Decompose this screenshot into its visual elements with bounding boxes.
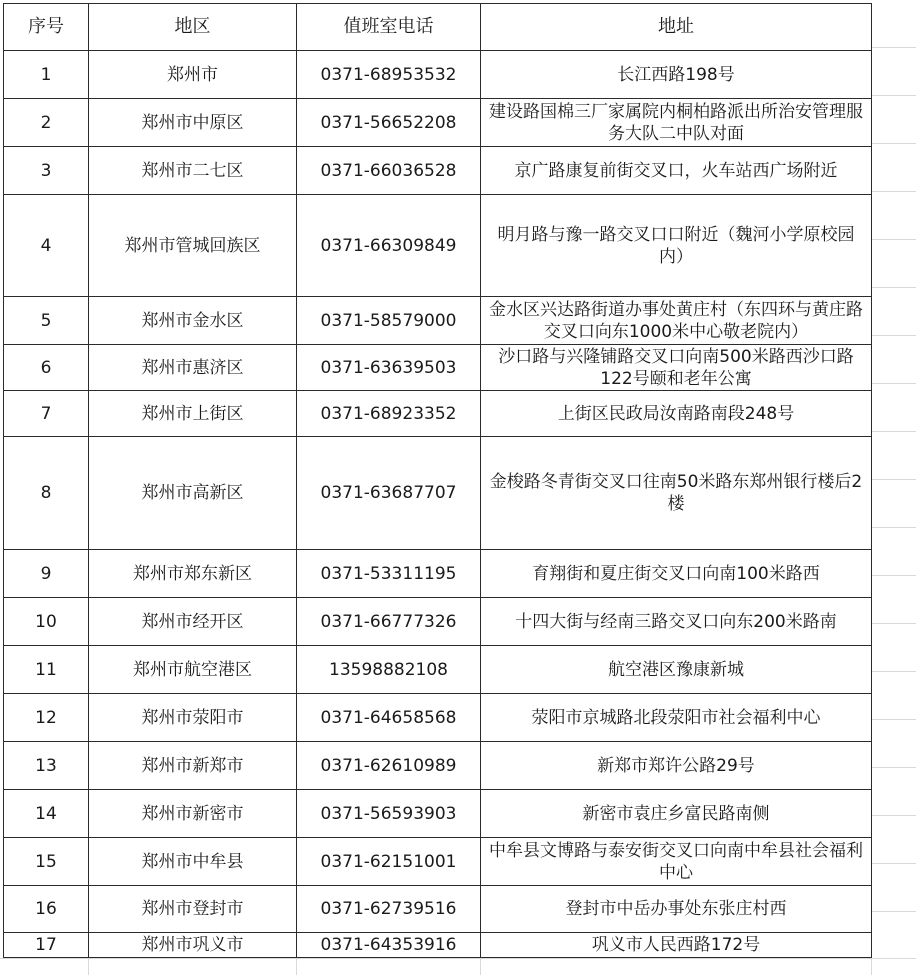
cell-phone[interactable]: 0371-66309849 <box>297 195 481 297</box>
table-row <box>4 933 872 958</box>
empty-grid-row-bottom <box>0 958 916 975</box>
header-address[interactable]: 地址 <box>481 4 872 51</box>
table-row <box>4 790 872 838</box>
cell-no[interactable]: 10 <box>4 598 89 646</box>
cell-address[interactable]: 登封市中岳办事处东张庄村西 <box>481 886 872 933</box>
cell-phone[interactable]: 0371-64353916 <box>297 933 481 958</box>
table-row <box>4 550 872 598</box>
cell-area[interactable]: 郑州市经开区 <box>89 598 297 646</box>
cell-no[interactable]: 16 <box>4 886 89 933</box>
cell-phone[interactable]: 0371-62739516 <box>297 886 481 933</box>
cell-no[interactable]: 12 <box>4 694 89 742</box>
table-row <box>4 51 872 99</box>
cell-address[interactable]: 长江西路198号 <box>481 51 872 99</box>
cell-address[interactable]: 新密市袁庄乡富民路南侧 <box>481 790 872 838</box>
table-row <box>4 437 872 550</box>
cell-address[interactable]: 航空港区豫康新城 <box>481 646 872 694</box>
cell-no[interactable]: 8 <box>4 437 89 550</box>
cell-no[interactable]: 6 <box>4 345 89 391</box>
cell-area[interactable]: 郑州市航空港区 <box>89 646 297 694</box>
cell-area[interactable]: 郑州市新郑市 <box>89 742 297 790</box>
cell-phone[interactable]: 0371-66036528 <box>297 147 481 195</box>
cell-phone[interactable]: 0371-62610989 <box>297 742 481 790</box>
table-row <box>4 147 872 195</box>
cell-address[interactable]: 育翔街和夏庄街交叉口向南100米路西 <box>481 550 872 598</box>
table-row <box>4 646 872 694</box>
table-row <box>4 345 872 391</box>
table-row <box>4 598 872 646</box>
table-row <box>4 886 872 933</box>
cell-address[interactable]: 京广路康复前街交叉口，火车站西广场附近 <box>481 147 872 195</box>
cell-area[interactable]: 郑州市惠济区 <box>89 345 297 391</box>
grid-divider <box>296 959 297 975</box>
cell-no[interactable]: 7 <box>4 391 89 437</box>
cell-area[interactable]: 郑州市中原区 <box>89 99 297 147</box>
cell-no[interactable]: 9 <box>4 550 89 598</box>
cell-no[interactable]: 5 <box>4 297 89 345</box>
cell-address[interactable]: 荥阳市京城路北段荥阳市社会福利中心 <box>481 694 872 742</box>
cell-area[interactable]: 郑州市 <box>89 51 297 99</box>
cell-address[interactable]: 十四大街与经南三路交叉口向东200米路南 <box>481 598 872 646</box>
grid-divider <box>88 959 89 975</box>
cell-area[interactable]: 郑州市上街区 <box>89 391 297 437</box>
cell-no[interactable]: 4 <box>4 195 89 297</box>
cell-address[interactable]: 金梭路冬青街交叉口往南50米路东郑州银行楼后2楼 <box>481 437 872 550</box>
table-row <box>4 99 872 147</box>
cell-phone[interactable]: 0371-56652208 <box>297 99 481 147</box>
cell-area[interactable]: 郑州市中牟县 <box>89 838 297 886</box>
cell-no[interactable]: 15 <box>4 838 89 886</box>
cell-phone[interactable]: 0371-68953532 <box>297 51 481 99</box>
table-row <box>4 195 872 297</box>
cell-phone[interactable]: 0371-62151001 <box>297 838 481 886</box>
header-phone[interactable]: 值班室电话 <box>297 4 481 51</box>
cell-address[interactable]: 明月路与豫一路交叉口口附近（魏河小学原校园内） <box>481 195 872 297</box>
cell-address[interactable]: 沙口路与兴隆铺路交叉口向南500米路西沙口路122号颐和老年公寓 <box>481 345 872 391</box>
cell-phone[interactable]: 0371-56593903 <box>297 790 481 838</box>
table-row <box>4 391 872 437</box>
cell-area[interactable]: 郑州市郑东新区 <box>89 550 297 598</box>
cell-no[interactable]: 14 <box>4 790 89 838</box>
cell-address[interactable]: 中牟县文博路与泰安街交叉口向南中牟县社会福利中心 <box>481 838 872 886</box>
header-no[interactable]: 序号 <box>4 4 89 51</box>
cell-phone[interactable]: 0371-64658568 <box>297 694 481 742</box>
cell-address[interactable]: 新郑市郑许公路29号 <box>481 742 872 790</box>
cell-address[interactable]: 巩义市人民西路172号 <box>481 933 872 958</box>
cell-area[interactable]: 郑州市高新区 <box>89 437 297 550</box>
header-row <box>4 4 872 51</box>
cell-no[interactable]: 1 <box>4 51 89 99</box>
cell-area[interactable]: 郑州市二七区 <box>89 147 297 195</box>
cell-phone[interactable]: 0371-53311195 <box>297 550 481 598</box>
cell-area[interactable]: 郑州市管城回族区 <box>89 195 297 297</box>
cell-phone[interactable]: 0371-58579000 <box>297 297 481 345</box>
cell-area[interactable]: 郑州市巩义市 <box>89 933 297 958</box>
cell-phone[interactable]: 0371-68923352 <box>297 391 481 437</box>
cell-phone[interactable]: 0371-63687707 <box>297 437 481 550</box>
empty-grid-cells-right <box>871 0 916 974</box>
cell-no[interactable]: 13 <box>4 742 89 790</box>
cell-area[interactable]: 郑州市金水区 <box>89 297 297 345</box>
table-row <box>4 694 872 742</box>
header-area[interactable]: 地区 <box>89 4 297 51</box>
duty-phone-table <box>3 3 872 958</box>
grid-divider <box>480 959 481 975</box>
cell-address[interactable]: 上街区民政局汝南路南段248号 <box>481 391 872 437</box>
cell-phone[interactable]: 0371-63639503 <box>297 345 481 391</box>
cell-no[interactable]: 17 <box>4 933 89 958</box>
cell-phone[interactable]: 0371-66777326 <box>297 598 481 646</box>
table-row <box>4 742 872 790</box>
cell-no[interactable]: 2 <box>4 99 89 147</box>
table-row <box>4 297 872 345</box>
cell-area[interactable]: 郑州市登封市 <box>89 886 297 933</box>
cell-phone[interactable]: 13598882108 <box>297 646 481 694</box>
cell-area[interactable]: 郑州市新密市 <box>89 790 297 838</box>
grid-divider <box>871 959 872 975</box>
cell-area[interactable]: 郑州市荥阳市 <box>89 694 297 742</box>
cell-no[interactable]: 3 <box>4 147 89 195</box>
cell-no[interactable]: 11 <box>4 646 89 694</box>
table-row <box>4 838 872 886</box>
cell-address[interactable]: 建设路国棉三厂家属院内桐柏路派出所治安管理服务大队二中队对面 <box>481 99 872 147</box>
cell-address[interactable]: 金水区兴达路街道办事处黄庄村（东四环与黄庄路交叉口向东1000米中心敬老院内） <box>481 297 872 345</box>
